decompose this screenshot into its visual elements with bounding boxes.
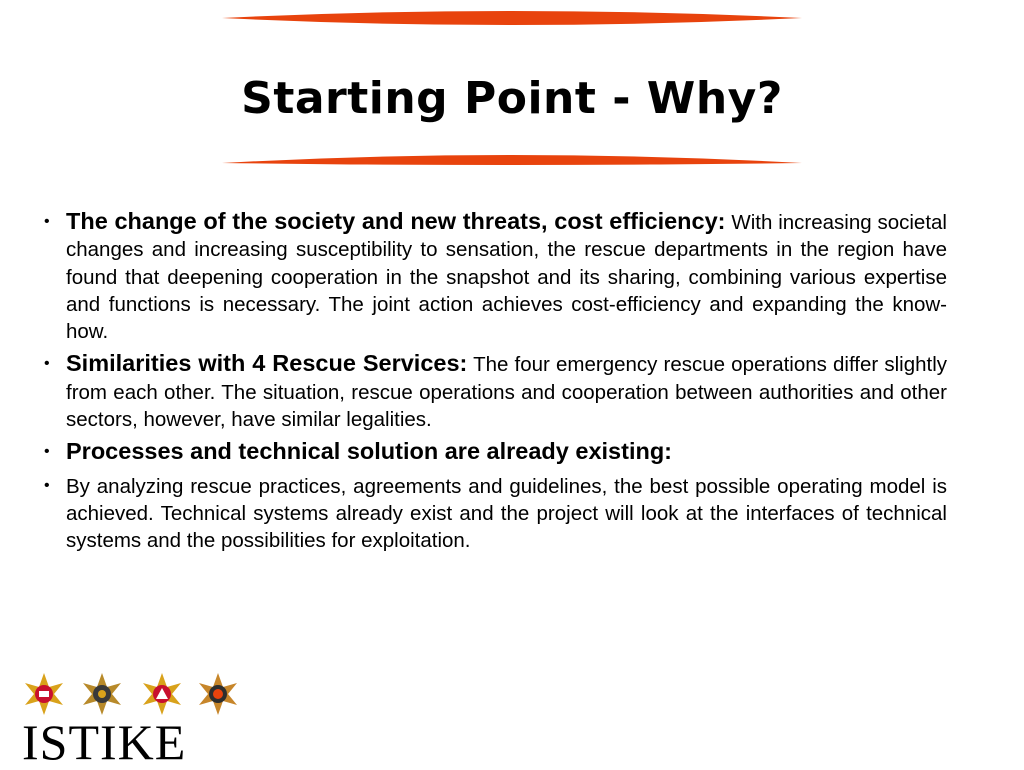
bullet-lead: Similarities with 4 Rescue Services:: [66, 350, 468, 377]
rescue-emblem-icon: [140, 672, 184, 716]
bullet-dot-icon: •: [44, 443, 50, 461]
bullet-text: The four emergency rescue operations differ slightly from each other. The situation, rescue operations and cooperation between authorities and other sectors, however, have similar legalities.: [66, 353, 947, 432]
rescue-emblem-icon: [22, 672, 66, 716]
bullet-dot-icon: •: [44, 476, 50, 494]
bullet-item: [44, 438, 947, 466]
bullet-text: By analyzing rescue practices, agreements and guidelines, the best possible operating model is achieved. Technical systems already exist and the project will look at the interfaces of technical systems and the possibilities for exploitation.: [66, 474, 947, 553]
bullet-dot-icon: •: [44, 213, 50, 230]
rescue-emblem-icon: [80, 672, 124, 716]
bullet-text: With increasing societal changes and increasing susceptibility to sensation, the rescue departments in the region have found that deepening cooperation in the snapshot and its sharing, combining various expertise and functions is necessary. The joint action achieves cost-efficiency and expanding the know-how.: [66, 211, 947, 344]
bullet-dot-icon: •: [44, 355, 50, 373]
slide-title: Starting Point - Why?: [241, 73, 783, 124]
bullet-item: [44, 208, 947, 345]
istike-logo-text: ISTIKE: [22, 714, 187, 770]
bottom-accent-swoosh: [222, 151, 802, 167]
bullet-item: [44, 472, 947, 555]
bullet-lead: Processes and technical solution are already existing:: [66, 438, 673, 465]
bullet-item: [44, 350, 947, 433]
top-accent-swoosh: [222, 10, 802, 26]
rescue-emblem-icon: [196, 672, 240, 716]
bullet-lead: The change of the society and new threats, cost efficiency:: [66, 208, 726, 234]
bullet-list: [44, 208, 947, 560]
